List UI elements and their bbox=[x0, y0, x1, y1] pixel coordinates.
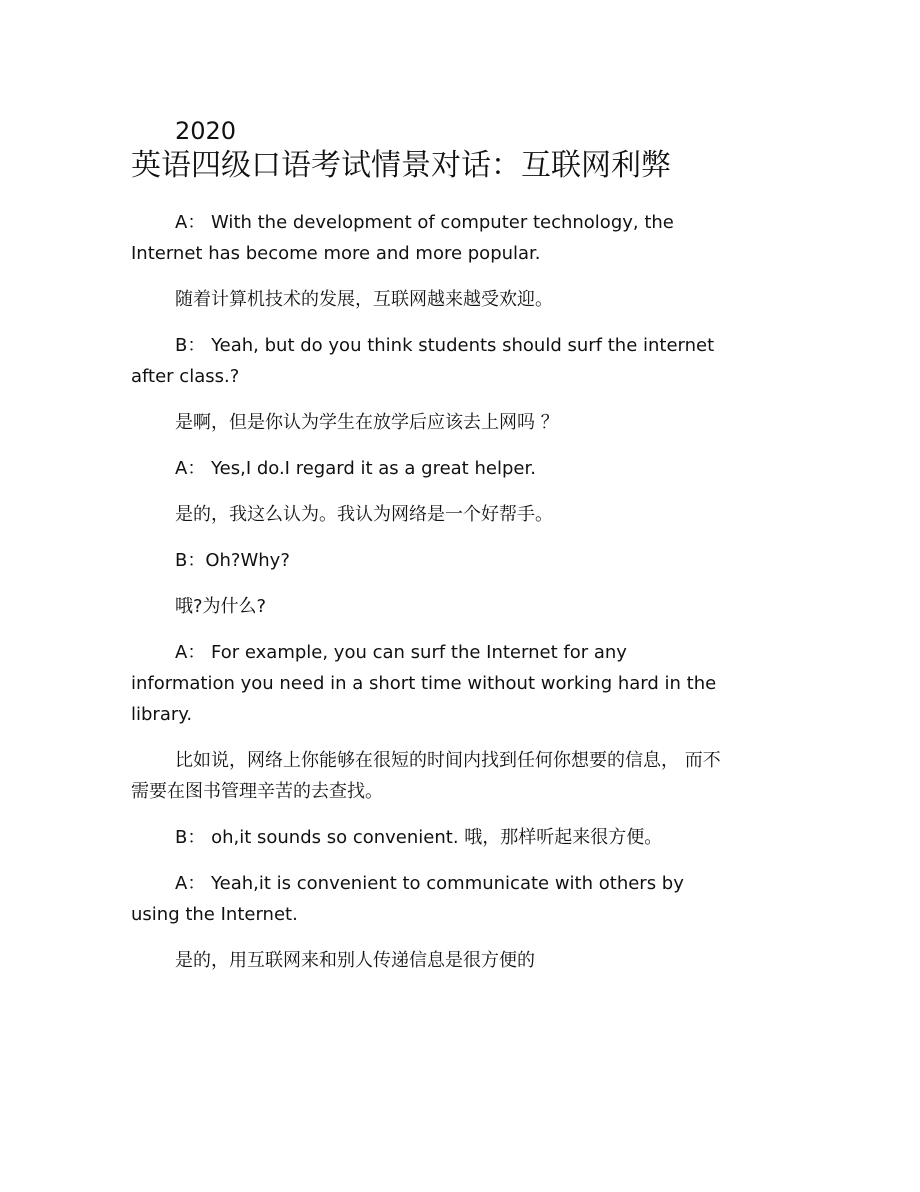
dialogue-line-a-english: A： With the development of computer technology, the Internet has become more and more popular. bbox=[131, 212, 674, 264]
dialogue-line-a-english: A： For example, you can surf the Internet for any information you need in a short time without working hard in the library. bbox=[131, 642, 717, 725]
dialogue-line-a-english: A： Yeah,it is convenient to communicate with others by using the Internet. bbox=[131, 873, 684, 925]
dialogue-line-b-chinese: 哦?为什么? bbox=[175, 596, 267, 617]
dialogue-line-b-chinese: 是啊，但是你认为学生在放学后应该去上网吗 ？ bbox=[175, 412, 559, 433]
dialogue-line-a-chinese: 比如说，网络上你能够在很短的时间内找到任何你想要的信息， 而不需要在图书管理辛苦的去查找。 bbox=[131, 750, 721, 802]
dialogue-line-a-chinese: 是的，我这么认为。我认为网络是一个好帮手。 bbox=[175, 504, 553, 525]
dialogue-line-b-english: B：Oh?Why? bbox=[175, 550, 290, 571]
dialogue-line-a-chinese: 随着计算机技术的发展，互联网越来越受欢迎。 bbox=[175, 289, 553, 310]
document-title: 英语四级口语考试情景对话：互联网利弊 bbox=[131, 148, 671, 183]
document-year: 2020 bbox=[175, 117, 237, 145]
dialogue-body bbox=[131, 207, 731, 991]
dialogue-line-b-english: B： Yeah, but do you think students should surf the internet after class.? bbox=[131, 335, 715, 387]
dialogue-line-a-english: A： Yes,I do.I regard it as a great helper. bbox=[175, 458, 536, 479]
dialogue-line-a-chinese: 是的，用互联网来和别人传递信息是很方便的 bbox=[175, 950, 535, 971]
dialogue-line-b-mixed: B： oh,it sounds so convenient. 哦，那样听起来很方便。 bbox=[175, 827, 663, 848]
